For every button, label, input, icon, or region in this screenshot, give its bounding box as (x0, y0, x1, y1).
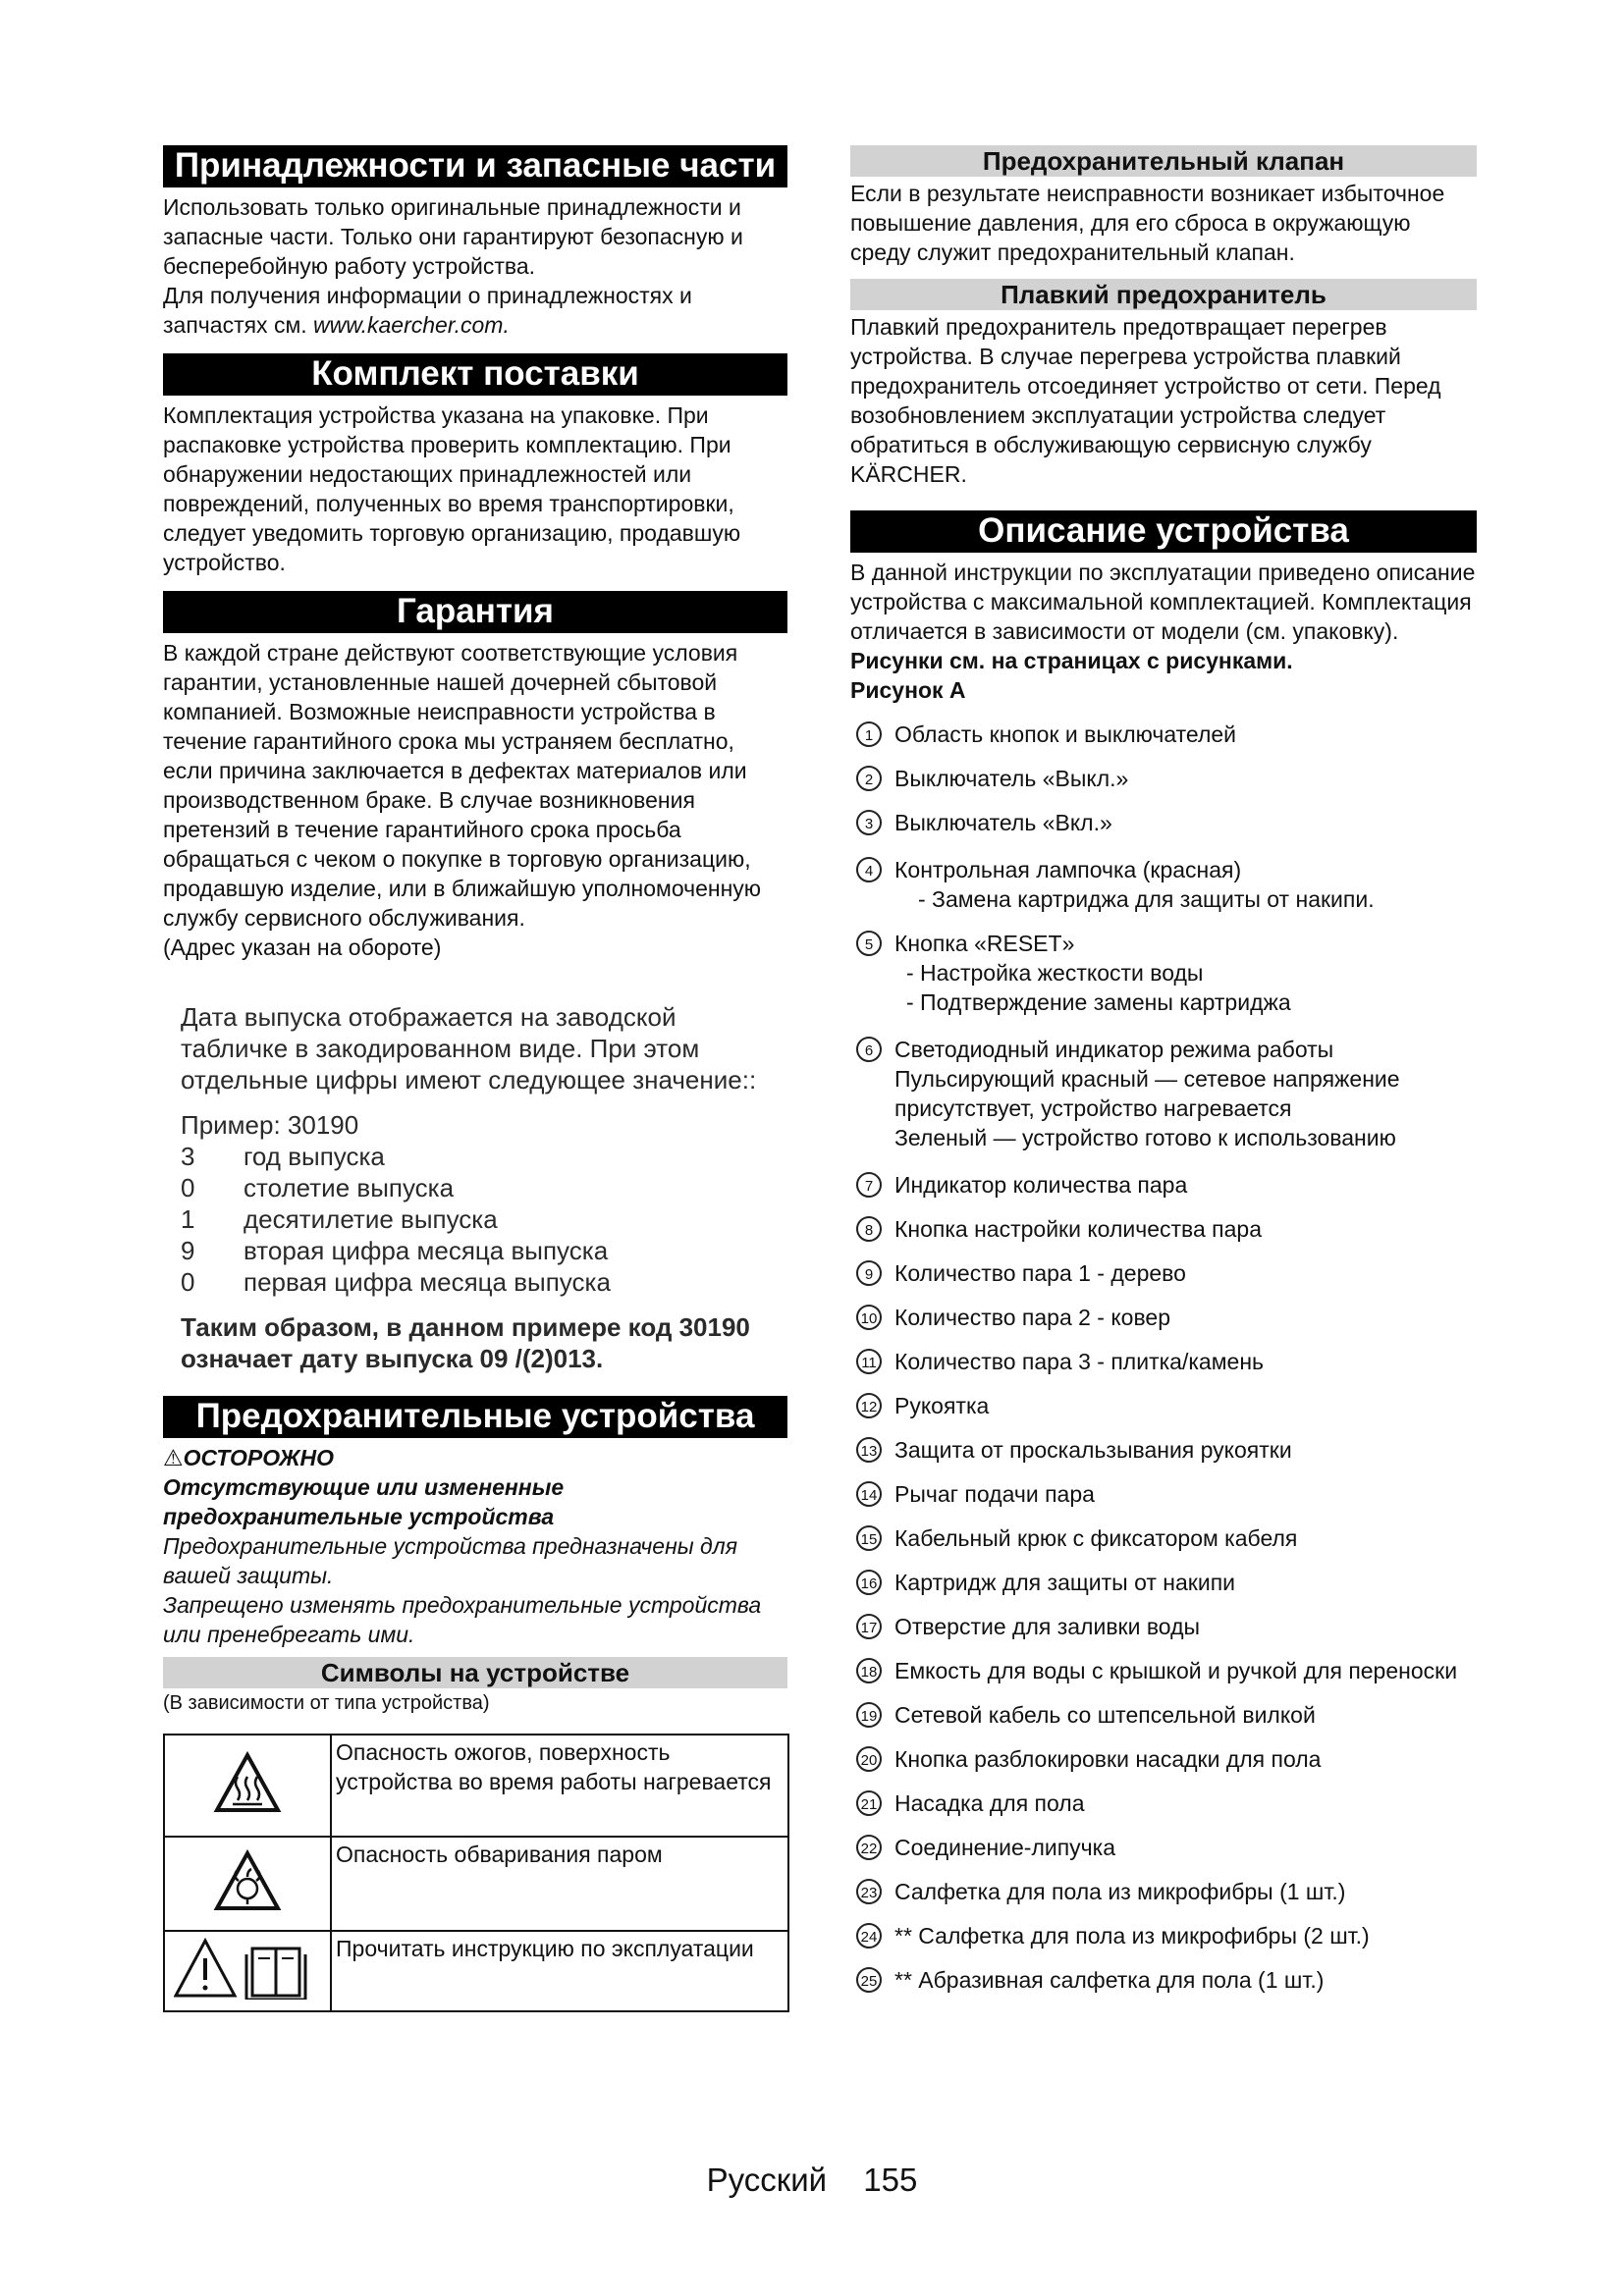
date-meaning: столетие выпуска (244, 1173, 455, 1202)
item-label: Количество пара 2 - ковер (894, 1305, 1171, 1330)
list-item (850, 855, 1477, 914)
item-label: Область кнопок и выключателей (894, 721, 1237, 747)
date-row (181, 1266, 787, 1298)
item-number-badge: 10 (856, 1305, 882, 1330)
symbols-table (163, 1734, 789, 2012)
right-column (850, 145, 1477, 1995)
list-item (850, 1170, 1477, 1200)
date-digit: 3 (181, 1142, 195, 1171)
item-label: Рычаг подачи пара (894, 1481, 1095, 1507)
item-label: Кнопка «RESET» (894, 931, 1075, 956)
date-meaning: вторая цифра месяца выпуска (244, 1236, 609, 1265)
list-item (850, 929, 1477, 1017)
item-number-badge: 17 (856, 1614, 882, 1639)
item-label: Насадка для пола (894, 1790, 1085, 1816)
date-digit: 9 (181, 1236, 195, 1265)
page-number: 155 (863, 2162, 918, 2198)
item-number-badge: 1 (856, 721, 882, 747)
safety-warning: Отсутствующие или измененные предохранительные устройства (163, 1474, 565, 1529)
date-example: Пример: 30190 (181, 1110, 359, 1140)
component-list (850, 720, 1477, 1995)
item-label: Выключатель «Выкл.» (894, 766, 1129, 791)
list-item (850, 1877, 1477, 1906)
item-label: Количество пара 1 - дерево (894, 1260, 1186, 1286)
item-label: Рукоятка (894, 1393, 990, 1418)
item-detail: Зеленый — устройство готово к использованию (894, 1125, 1396, 1150)
list-item (850, 1347, 1477, 1376)
list-item (850, 1523, 1477, 1553)
item-number-badge: 16 (856, 1570, 882, 1595)
item-number-badge: 4 (856, 857, 882, 882)
left-column (163, 145, 787, 2012)
item-label: Емкость для воды с крышкой и ручкой для переноски (894, 1658, 1458, 1683)
figures-note: Рисунки см. на страницах с рисунками. (850, 648, 1293, 673)
safety-text-2: Запрещено изменять предохранительные устройства или пренебрегать ими. (163, 1592, 762, 1647)
list-item (850, 1700, 1477, 1730)
date-digit: 1 (181, 1204, 195, 1234)
read-manual-icon (164, 1931, 331, 2011)
date-intro: Дата выпуска отображается на заводской табличке в закодированном виде. При этом отдельные цифры имеют следующее значение:: (181, 1002, 757, 1095)
kaercher-link[interactable]: www.kaercher.com. (313, 312, 510, 338)
list-item (850, 764, 1477, 793)
item-number-badge: 11 (856, 1349, 882, 1374)
item-number-badge: 15 (856, 1525, 882, 1551)
symbol-text: Прочитать инструкцию по эксплуатации (331, 1931, 788, 2011)
footer-language: Русский (706, 2162, 828, 2198)
hot-surface-icon (164, 1735, 331, 1837)
delivery-text: Комплектация устройства указана на упаковке. При распаковке устройства проверить комплектацию. При обнаружении недостающих принадлежностей или повреждений, полученных во время транспортировки, следует уведомить торговую организацию, продавшую устройство. (163, 402, 741, 575)
table-row (164, 1931, 788, 2011)
item-label: ** Салфетка для пола из микрофибры (2 шт.) (894, 1923, 1370, 1949)
item-label: Индикатор количества пара (894, 1172, 1188, 1198)
valve-heading: Предохранительный клапан (850, 145, 1477, 177)
item-number-badge: 5 (856, 931, 882, 956)
list-item (850, 1391, 1477, 1420)
item-number-badge: 24 (856, 1923, 882, 1949)
item-label: Выключатель «Вкл.» (894, 810, 1112, 835)
symbols-heading: Символы на устройстве (163, 1657, 787, 1688)
symbol-text: Опасность ожогов, поверхность устройства во время работы нагревается (331, 1735, 788, 1837)
date-row (181, 1141, 787, 1172)
list-item (850, 1965, 1477, 1995)
symbol-text: Опасность обваривания паром (331, 1837, 788, 1931)
list-item (850, 808, 1477, 837)
date-meaning: год выпуска (244, 1142, 385, 1171)
item-label: ** Абразивная салфетка для пола (1 шт.) (894, 1967, 1325, 1993)
list-item (850, 1789, 1477, 1818)
item-label: Кнопка разблокировки насадки для пола (894, 1746, 1322, 1772)
item-number-badge: 13 (856, 1437, 882, 1463)
item-label: Светодиодный индикатор режима работы (894, 1037, 1334, 1062)
list-item (850, 1568, 1477, 1597)
item-label: Защита от проскальзывания рукоятки (894, 1437, 1292, 1463)
list-item (850, 1656, 1477, 1685)
item-detail: - Подтверждение замены картриджа (906, 989, 1291, 1015)
date-rows (181, 1141, 787, 1298)
list-item (850, 1479, 1477, 1509)
date-digit: 0 (181, 1173, 195, 1202)
item-detail: Пульсирующий красный — сетевое напряжение присутствует, устройство нагревается (894, 1066, 1400, 1121)
item-number-badge: 21 (856, 1790, 882, 1816)
item-number-badge: 9 (856, 1260, 882, 1286)
steam-scald-icon (164, 1837, 331, 1931)
item-number-badge: 18 (856, 1658, 882, 1683)
item-number-badge: 8 (856, 1216, 882, 1242)
list-item (850, 1833, 1477, 1862)
item-label: Салфетка для пола из микрофибры (1 шт.) (894, 1879, 1346, 1904)
production-date-box (181, 1001, 787, 1374)
item-number-badge: 25 (856, 1967, 882, 1993)
item-number-badge: 23 (856, 1879, 882, 1904)
date-meaning: десятилетие выпуска (244, 1204, 498, 1234)
safety-text-1: Предохранительные устройства предназначены для вашей защиты. (163, 1533, 738, 1588)
table-row (164, 1735, 788, 1837)
date-summary: Таким образом, в данном примере код 30190 означает дату выпуска 09 /(2)013. (181, 1312, 750, 1373)
caution-label: ⚠ОСТОРОЖНО (163, 1445, 335, 1470)
fuse-heading: Плавкий предохранитель (850, 279, 1477, 310)
safety-heading: Предохранительные устройства (163, 1396, 787, 1438)
list-item (850, 1744, 1477, 1774)
warranty-heading: Гарантия (163, 591, 787, 633)
item-detail: - Замена картриджа для защиты от накипи. (918, 886, 1375, 912)
fuse-text: Плавкий предохранитель предотвращает перегрев устройства. В случае перегрева устройства плавкий предохранитель отсоединяет устройство от сети. Перед возобновлением эксплуатации устройства следует обратиться в обслуживающую сервисную службу KÄRCHER. (850, 314, 1441, 487)
valve-text: Если в результате неисправности возникает избыточное повышение давления, для его сброса в окружающую среду служит предохранительный клапан. (850, 181, 1445, 265)
item-label: Количество пара 3 - плитка/камень (894, 1349, 1265, 1374)
item-label: Контрольная лампочка (красная) (894, 857, 1242, 882)
item-label: Картридж для защиты от накипи (894, 1570, 1236, 1595)
figure-a-label: Рисунок А (850, 677, 966, 703)
symbols-note: (В зависимости от типа устройства) (163, 1692, 490, 1714)
accessories-heading: Принадлежности и запасные части (163, 145, 787, 187)
date-row (181, 1235, 787, 1266)
warranty-text: В каждой стране действуют соответствующие условия гарантии, установленные нашей дочерней сбытовой компанией. Возможные неисправности устройства в течение гарантийного срока мы устраняем бесплатно, если причина заключается в дефектах материалов или производственном браке. В случае возникновения претензий в течение гарантийного срока просьба обращаться с чеком о покупке в торговую организацию, продавшую изделие, или в ближайшую уполномоченную службу сервисного обслуживания. (163, 640, 762, 931)
table-row (164, 1837, 788, 1931)
date-digit: 0 (181, 1267, 195, 1297)
description-heading: Описание устройства (850, 510, 1477, 553)
item-number-badge: 14 (856, 1481, 882, 1507)
item-detail: - Настройка жесткости воды (906, 960, 1204, 986)
list-item (850, 1214, 1477, 1244)
delivery-heading: Комплект поставки (163, 353, 787, 396)
list-item (850, 1435, 1477, 1465)
page-footer (0, 2162, 1624, 2199)
date-meaning: первая цифра месяца выпуска (244, 1267, 611, 1297)
accessories-info: Для получения информации о принадлежностях и запчастях см. www.kaercher.com. (163, 283, 692, 338)
item-number-badge: 20 (856, 1746, 882, 1772)
date-row (181, 1172, 787, 1203)
accessories-text: Использовать только оригинальные принадлежности и запасные части. Только они гарантируют безопасную и бесперебойную работу устройства. (163, 194, 743, 279)
list-item (850, 1035, 1477, 1152)
item-label: Соединение-липучка (894, 1835, 1116, 1860)
item-label: Отверстие для заливки воды (894, 1614, 1201, 1639)
item-label: Сетевой кабель со штепсельной вилкой (894, 1702, 1316, 1728)
item-number-badge: 2 (856, 766, 882, 791)
list-item (850, 1303, 1477, 1332)
item-label: Кнопка настройки количества пара (894, 1216, 1263, 1242)
item-number-badge: 7 (856, 1172, 882, 1198)
item-number-badge: 12 (856, 1393, 882, 1418)
list-item (850, 1258, 1477, 1288)
list-item (850, 1921, 1477, 1950)
item-number-badge: 6 (856, 1037, 882, 1062)
list-item (850, 720, 1477, 749)
item-number-badge: 3 (856, 810, 882, 835)
item-number-badge: 22 (856, 1835, 882, 1860)
item-number-badge: 19 (856, 1702, 882, 1728)
warranty-address: (Адрес указан на обороте) (163, 934, 442, 960)
list-item (850, 1612, 1477, 1641)
date-row (181, 1203, 787, 1235)
item-label: Кабельный крюк с фиксатором кабеля (894, 1525, 1298, 1551)
description-text: В данной инструкции по эксплуатации приведено описание устройства с максимальной комплектацией. Комплектация отличается в зависимости от модели (см. упаковку). (850, 560, 1476, 644)
